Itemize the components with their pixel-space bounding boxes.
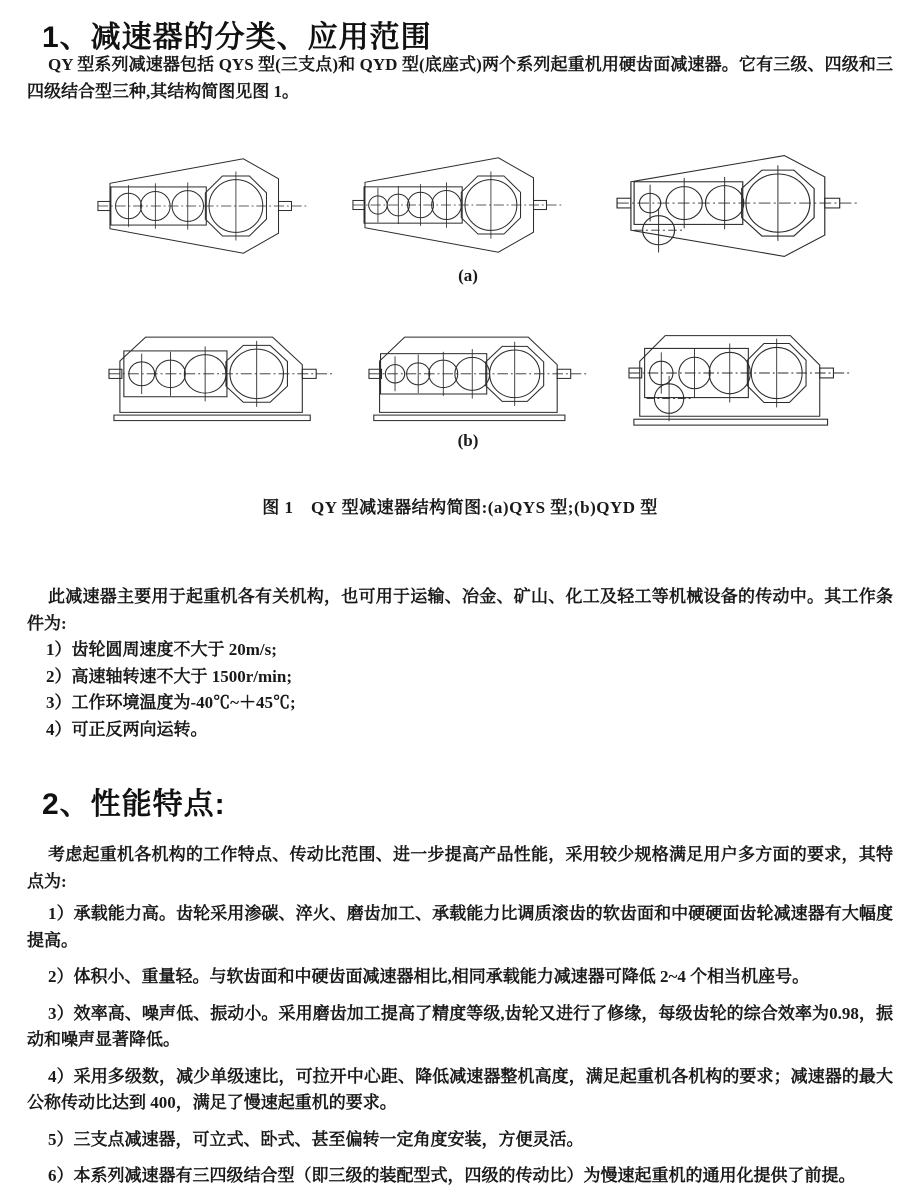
condition-item: 1）齿轮圆周速度不大于 20m/s; [46,640,277,659]
feature-item: 1）承载能力高。齿轮采用渗碳、淬火、磨齿加工、承载能力比调质滚齿的软齿面和中硬硬面齿轮减速器有大幅度提高。 [27,904,893,950]
condition-item: 2）高速轴转速不大于 1500r/min; [46,666,293,686]
feature-item: 5）三支点减速器，可立式、卧式、甚至偏转一定角度安装，方便灵活。 [48,1129,584,1149]
working-conditions-list [27,637,893,743]
features-list [27,901,893,1200]
reducer-diagram-qyd-3stage [108,317,336,427]
reducer-diagram-qyd-combined [628,314,853,432]
feature-item: 2）体积小、重量轻。与软齿面和中硬齿面减速器相比,相同承载能力减速器可降低 2~4 个相当机座号。 [48,967,810,986]
reducer-diagram-qys-4stage [352,146,565,264]
figure-label-b: (b) [457,431,479,450]
reducer-diagram-qys-combined [616,143,861,269]
condition-item: 4）可正反两向运转。 [46,719,208,739]
usage-paragraph: 此减速器主要用于起重机各有关机构，也可用于运输、冶金、矿山、化工及轻工等机械设备的传动中。其工作条件为: [27,587,893,633]
section1-heading: 1、减速器的分类、应用范围 [42,21,432,54]
figure-label-a: (a) [458,266,478,285]
feature-item: 3）效率高、噪声低、振动小。采用磨齿加工提高了精度等级,齿轮又进行了修缘，每级齿轮的综合效率为0.98，振动和噪声显著降低。 [27,1003,893,1049]
feature-item: 4）采用多级数，减少单级速比，可拉开中心距、降低减速器整机高度，满足起重机各机构的要求；减速器的最大公称传动比达到 400，满足了慢速起重机的要求。 [27,1066,893,1112]
section2-heading: 2、性能特点: [42,788,226,821]
figure1-caption: 图 1 QY 型减速器结构简图:(a)QYS 型;(b)QYD 型 [262,498,658,517]
condition-item: 3）工作环境温度为-40℃~＋45℃; [46,693,296,712]
section1-intro-paragraph: QY 型系列减速器包括 QYS 型(三支点)和 QYD 型(底座式)两个系列起重机用硬齿面减速器。它有三级、四级和三四级结合型三种,其结构简图见图 1。 [27,55,893,101]
section2-intro-paragraph: 考虑起重机各机构的工作特点、传动比范围、进一步提高产品性能，采用较少规格满足用户多方面的要求，其特点为: [27,845,893,891]
reducer-diagram-qyd-4stage [368,317,590,427]
reducer-diagram-qys-3stage [97,147,310,265]
feature-item: 6）本系列减速器有三四级结合型（即三级的装配型式，四级的传动比）为慢速起重机的通用化提供了前提。 [48,1166,856,1185]
